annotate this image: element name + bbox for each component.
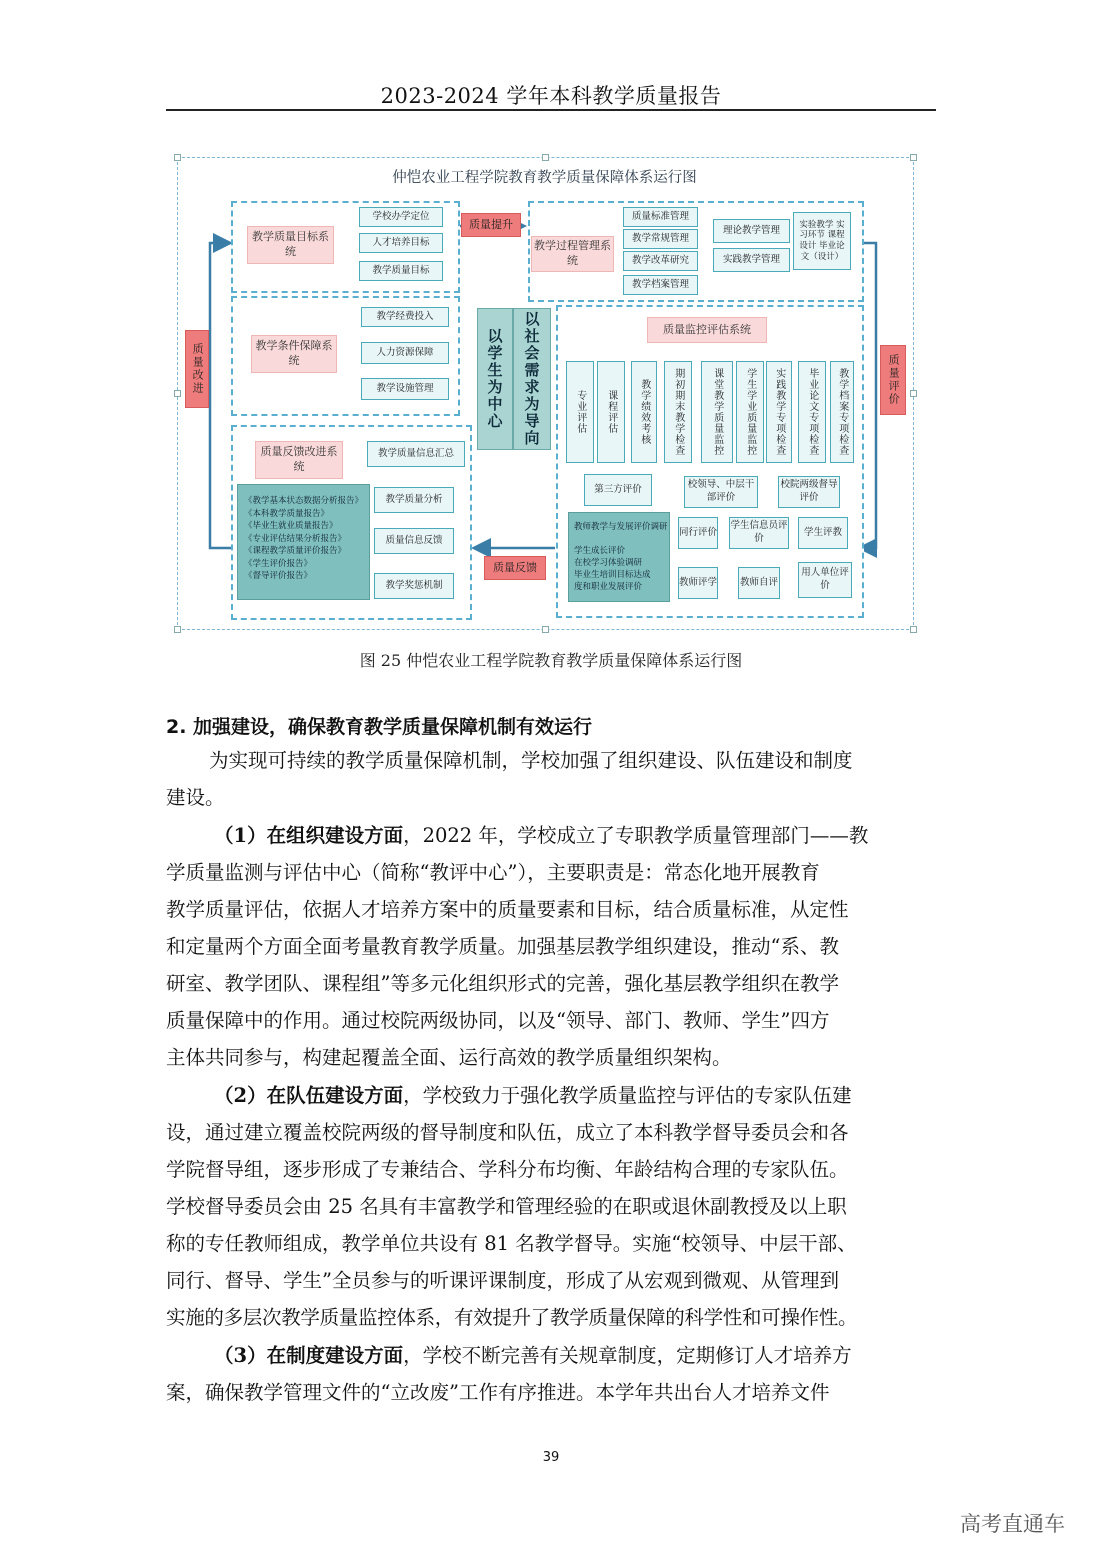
paragraph-line: 学校督导委员会由 25 名具有丰富教学和管理经验的在职或退休副教授及以上职	[166, 1195, 847, 1218]
feedback-system-label: 质量反馈改进系统	[255, 441, 343, 479]
feedback-chain-item: 质量信息反馈	[374, 528, 454, 554]
para3-first-rest: ，学校不断完善有关规章制度，定期修订人才培养方	[403, 1344, 852, 1367]
report-item: 《课程教学质量评价报告》	[244, 546, 347, 556]
third-party-line: 教师教学与发展评价调研	[574, 522, 668, 532]
watermark-text: 高考直通车	[960, 1512, 1065, 1536]
process-practice-item: 实验教学 实习环节 课程设计 毕业论文（设计）	[793, 212, 851, 270]
paragraph-line: 实施的多层次教学质量监控体系，有效提升了教学质量保障的科学性和可操作性。	[166, 1306, 858, 1329]
quality-evaluate-label: 质量评价	[880, 345, 906, 415]
eval-item: 用人单位评价	[798, 562, 852, 598]
paragraph-line: 研室、教学团队、课程组”等多元化组织形式的完善，强化基层教学组织在教学	[166, 972, 839, 995]
para2-lead: （2）在队伍建设方面	[214, 1084, 404, 1107]
process-system-label: 教学过程管理系统	[531, 236, 614, 272]
report-header-title: 2023-2024 学年本科教学质量报告	[380, 84, 722, 108]
quality-improve-label: 质量改进	[185, 330, 209, 408]
page-number: 39	[542, 1450, 560, 1465]
society-oriented-label: 以社会需求为导向	[513, 308, 551, 450]
student-centered-label: 以学生为中心	[477, 308, 513, 450]
feedback-chain-item: 教学质量信息汇总	[367, 441, 465, 467]
monitor-vertical-item: 实践教学专项检查	[766, 361, 792, 463]
flow-arrows	[0, 0, 1102, 700]
paragraph-line: 同行、督导、学生”全员参与的听课评课制度，形成了从宏观到微观、从管理到	[166, 1269, 839, 1292]
report-item: 《督导评价报告》	[244, 571, 313, 581]
feedback-reports	[237, 484, 370, 600]
monitor-vertical-item: 教学绩效考核	[631, 361, 657, 463]
paragraph-line	[214, 819, 868, 853]
third-party-line: 学生成长评价	[574, 546, 626, 556]
paragraph-line: 和定量两个方面全面考量教育教学质量。加强基层教学组织建设，推动“系、教	[166, 935, 839, 958]
monitor-vertical-item: 期初期末教学检查	[664, 361, 692, 463]
paragraph-line: 案，确保教学管理文件的“立改废”工作有序推进。本学年共出台人才培养文件	[166, 1381, 830, 1404]
report-item: 《本科教学质量报告》	[244, 508, 330, 519]
monitor-vertical-item: 课堂教学质量监控	[701, 361, 733, 463]
paragraph-line: 教学质量评估，依据人才培养方案中的质量要素和目标，结合质量标准，从定性	[166, 898, 849, 921]
paragraph-line: 设，通过建立覆盖校院两级的督导制度和队伍，成立了本科教学督导委员会和各	[166, 1121, 849, 1144]
process-item: 教学常规管理	[623, 229, 698, 249]
goal-system-label: 教学质量目标系统	[247, 226, 334, 264]
eval-item: 学生信息员评价	[729, 517, 789, 549]
process-item: 理论教学管理	[713, 219, 790, 243]
report-item: 《学生评价报告》	[244, 558, 313, 569]
condition-item: 教学经费投入	[361, 307, 449, 327]
third-party-line: 度和职业发展评价	[574, 582, 643, 592]
goal-item: 学校办学定位	[359, 207, 443, 227]
process-item: 质量标准管理	[623, 207, 698, 227]
monitor-vertical-item: 毕业论文专项检查	[798, 361, 826, 463]
figure-caption: 图 25 仲恺农业工程学院教育教学质量保障体系运行图	[359, 651, 743, 670]
paragraph-line: 称的专任教师组成，教学单位共设有 81 名教学督导。实施“校领导、中层干部、	[166, 1232, 857, 1255]
para3-lead: （3）在制度建设方面	[214, 1344, 404, 1367]
report-item: 《教学基本状态数据分析报告》	[244, 496, 364, 506]
eval-item: 教师评学	[678, 567, 718, 599]
condition-item: 教学设施管理	[361, 378, 449, 400]
third-party-line: 毕业生培训目标达成	[574, 570, 651, 580]
process-item: 教学改革研究	[623, 251, 698, 271]
condition-item: 人力资源保障	[361, 342, 449, 364]
para1-lead: （1）在组织建设方面	[214, 824, 404, 847]
paragraph-line: 质量保障中的作用。通过校院两级协同，以及“领导、部门、教师、学生”四方	[166, 1009, 830, 1032]
paragraph-line: 学院督导组，逐步形成了专兼结合、学科分布均衡、年龄结构合理的专家队伍。	[166, 1158, 849, 1181]
quality-feedback-label: 质量反馈	[484, 556, 546, 580]
feedback-chain-item: 教学奖惩机制	[374, 573, 454, 599]
third-party-label: 第三方评价	[584, 474, 652, 506]
report-item: 《毕业生就业质量报告》	[244, 521, 338, 531]
eval-item: 校院两级督导评价	[778, 476, 840, 508]
third-party-line: 在校学习体验调研	[574, 558, 643, 568]
para2-first-rest: ，学校致力于强化教学质量监控与评估的专家队伍建	[403, 1084, 852, 1107]
quality-up-label: 质量提升	[461, 213, 521, 237]
goal-item: 人才培养目标	[359, 233, 443, 253]
monitor-vertical-item: 课程评估	[597, 361, 625, 463]
eval-item: 教师自评	[738, 567, 780, 599]
paragraph-line: 为实现可持续的教学质量保障机制，学校加强了组织建设、队伍建设和制度	[209, 749, 853, 772]
paragraph-line: 主体共同参与，构建起覆盖全面、运行高效的教学质量组织架构。	[166, 1046, 732, 1069]
para1-first-rest: ，2022 年，学校成立了专职教学质量管理部门——教	[403, 824, 869, 847]
feedback-chain-item: 教学质量分析	[374, 487, 454, 513]
monitor-vertical-item: 专业评估	[566, 361, 594, 463]
condition-system-label: 教学条件保障系统	[251, 335, 337, 373]
eval-item: 校领导、中层干部评价	[684, 476, 758, 508]
paragraph-line: 建设。	[166, 786, 225, 809]
eval-item: 学生评教	[798, 517, 848, 549]
monitor-vertical-item: 学生学业质量监控	[736, 361, 764, 463]
process-item: 实践教学管理	[713, 248, 790, 272]
paragraph-line: 学质量监测与评估中心（简称“教评中心”），主要职责是：常态化地开展教育	[166, 861, 820, 884]
process-item: 教学档案管理	[623, 275, 698, 295]
figure-title: 仲恺农业工程学院教育教学质量保障体系运行图	[392, 170, 697, 186]
section-heading: 2. 加强建设，确保教育教学质量保障机制有效运行	[166, 716, 593, 738]
monitor-vertical-item: 教学档案专项检查	[830, 361, 854, 463]
monitor-system-label: 质量监控评估系统	[647, 317, 767, 343]
report-item: 《专业评估结果分析报告》	[244, 533, 347, 544]
third-party-details	[568, 512, 670, 602]
goal-item: 教学质量目标	[359, 261, 443, 281]
paragraph-line	[214, 1339, 852, 1373]
paragraph-line	[214, 1079, 852, 1113]
eval-item: 同行评价	[678, 517, 718, 549]
